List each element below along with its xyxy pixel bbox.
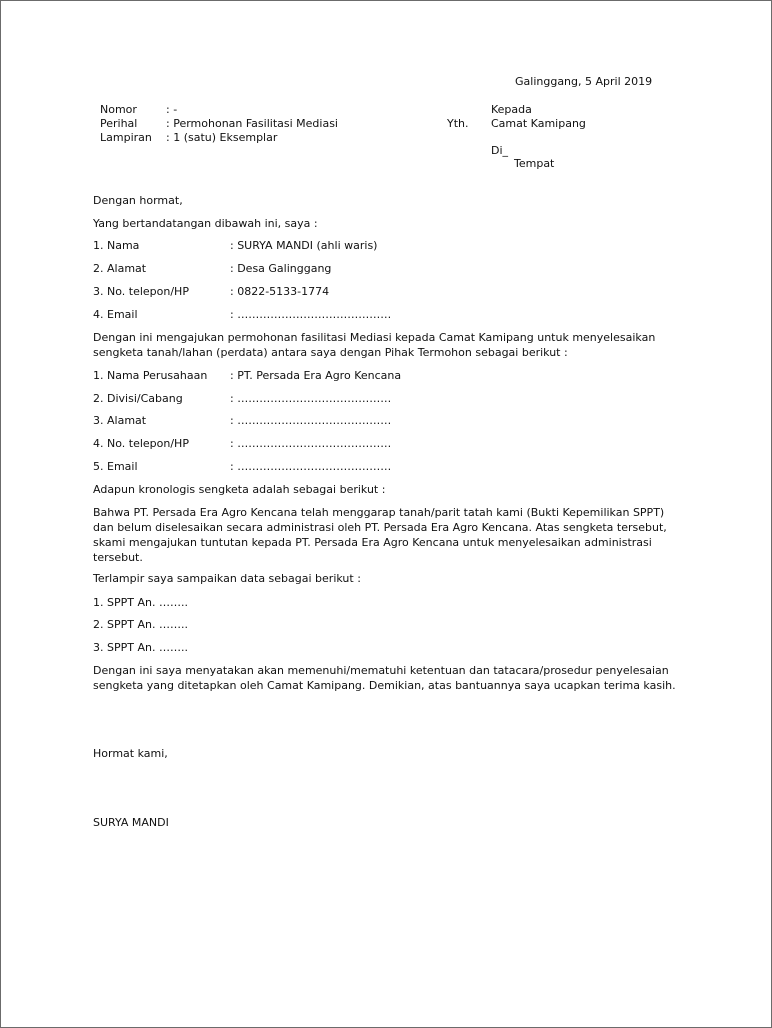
field-label: 5. Email	[93, 460, 138, 473]
field-value: : ……………………………………	[230, 460, 392, 473]
date-line: Galinggang, 5 April 2019	[515, 75, 653, 88]
meta-label: Lampiran	[100, 131, 152, 144]
field-value: : ……………………………………	[230, 437, 392, 450]
field-label: 3. Alamat	[93, 414, 147, 427]
paragraph-line: Bahwa PT. Persada Era Agro Kencana telah menggarap tanah/parit tatah kami (Bukti Kepemilikan SPPT)	[93, 506, 665, 519]
field-value: : SURYA MANDI (ahli waris)	[230, 239, 378, 252]
paragraph-line: skami mengajukan tuntutan kepada PT. Persada Era Agro Kencana untuk menyelesaikan administrasi	[93, 536, 652, 549]
meta-value: : -	[166, 103, 178, 116]
paragraph-line: dan belum diselesaikan secara administrasi oleh PT. Persada Era Agro Kencana. Atas sengketa tersebut,	[93, 521, 667, 534]
request-paragraph	[93, 330, 693, 360]
field-value: : ……………………………………	[230, 308, 392, 321]
chronology-paragraph	[93, 505, 693, 565]
recipient-yth: Yth.	[447, 117, 469, 130]
meta-label: Perihal	[100, 117, 138, 130]
closing-paragraph	[93, 663, 693, 693]
attachment-item: 1. SPPT An. ……..	[93, 596, 188, 609]
meta-value: : 1 (satu) Eksemplar	[166, 131, 278, 144]
field-label: 3. No. telepon/HP	[93, 285, 189, 298]
recipient-tempat: Tempat	[514, 157, 555, 170]
paragraph-line: Dengan ini saya menyatakan akan memenuhi/mematuhi ketentuan dan tatacara/prosedur penyelesaian	[93, 664, 669, 677]
attachment-intro: Terlampir saya sampaikan data sebagai berikut :	[93, 572, 361, 585]
field-label: 4. Email	[93, 308, 138, 321]
paragraph-line: tersebut.	[93, 551, 143, 564]
field-label: 2. Alamat	[93, 262, 147, 275]
field-value: : ……………………………………	[230, 392, 392, 405]
meta-label: Nomor	[100, 103, 137, 116]
recipient-kepada: Kepada	[491, 103, 532, 116]
recipient-di: Di_	[491, 144, 509, 157]
signature-name: SURYA MANDI	[93, 816, 169, 829]
field-label: 2. Divisi/Cabang	[93, 392, 183, 405]
paragraph-line: sengketa yang ditetapkan oleh Camat Kamipang. Demikian, atas bantuannya saya ucapkan terima kasih.	[93, 679, 676, 692]
field-value: : ……………………………………	[230, 414, 392, 427]
field-label: 1. Nama Perusahaan	[93, 369, 208, 382]
greeting: Dengan hormat,	[93, 194, 183, 207]
recipient-name: Camat Kamipang	[491, 117, 586, 130]
paragraph-line: sengketa tanah/lahan (perdata) antara saya dengan Pihak Termohon sebagai berikut :	[93, 346, 568, 359]
field-value: : PT. Persada Era Agro Kencana	[230, 369, 402, 382]
intro-text: Yang bertandatangan dibawah ini, saya :	[93, 217, 318, 230]
field-label: 1. Nama	[93, 239, 140, 252]
field-value: : Desa Galinggang	[230, 262, 332, 275]
attachment-item: 2. SPPT An. ……..	[93, 618, 188, 631]
sign-off: Hormat kami,	[93, 747, 168, 760]
paragraph-line: Dengan ini mengajukan permohonan fasilitasi Mediasi kepada Camat Kamipang untuk menyelesaikan	[93, 331, 656, 344]
field-value: : 0822-5133-1774	[230, 285, 330, 298]
chronology-intro: Adapun kronologis sengketa adalah sebagai berikut :	[93, 483, 386, 496]
field-label: 4. No. telepon/HP	[93, 437, 189, 450]
attachment-item: 3. SPPT An. ……..	[93, 641, 188, 654]
meta-value: : Permohonan Fasilitasi Mediasi	[166, 117, 338, 130]
